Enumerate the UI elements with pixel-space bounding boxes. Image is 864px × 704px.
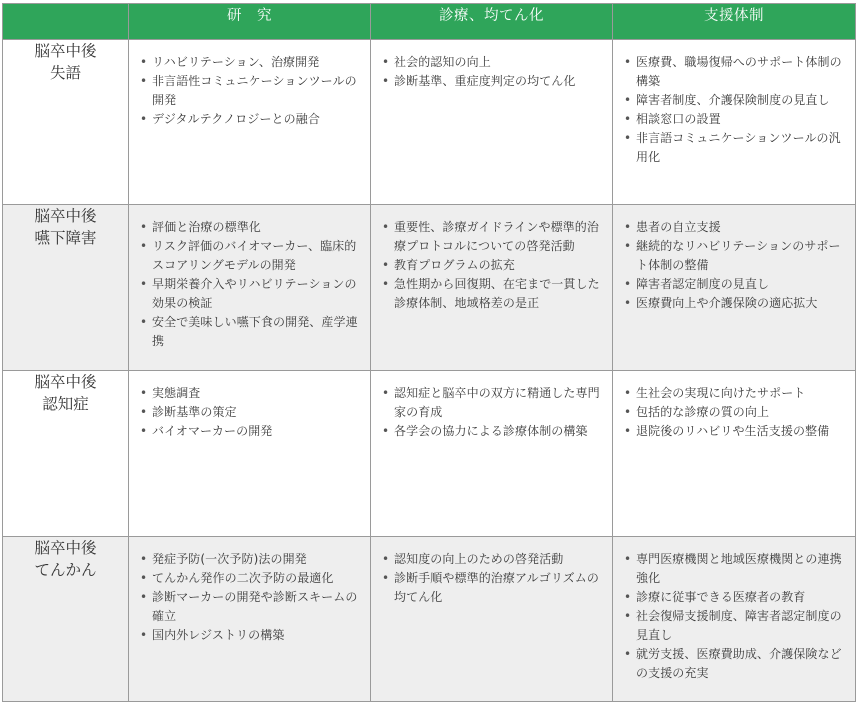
row-label bbox=[3, 371, 129, 537]
list-item: • 評価と治療の標準化 bbox=[139, 218, 360, 237]
list-item: • 国内外レジストリの構築 bbox=[139, 626, 360, 645]
list-item: • 生社会の実現に向けたサポート bbox=[623, 384, 845, 403]
list-item: • 実態調査 bbox=[139, 384, 360, 403]
list-item: • 教育プログラムの拡充 bbox=[381, 256, 602, 275]
list-item: • 専門医療機関と地域医療機関との連携強化 bbox=[623, 550, 845, 588]
row-label-line1: 脳卒中後 bbox=[34, 207, 97, 225]
list-item: • 発症予防(一次予防)法の開発 bbox=[139, 550, 360, 569]
table-row-epilepsy bbox=[3, 537, 856, 702]
list-item: • 認知度の向上のための啓発活動 bbox=[381, 550, 602, 569]
list-item: • 医療費、職場復帰へのサポート体制の構築 bbox=[623, 53, 845, 91]
list-item: • 診断基準、重症度判定の均てん化 bbox=[381, 72, 602, 91]
list-item: • 急性期から回復期、在宅まで一貫した診療体制、地域格差の是正 bbox=[381, 275, 602, 313]
list-item: • 障害者認定制度の見直し bbox=[623, 275, 845, 294]
research-medical-support-table bbox=[2, 3, 856, 702]
table-row-dysphagia bbox=[3, 205, 856, 371]
list-item: • 相談窓口の設置 bbox=[623, 110, 845, 129]
cell-research bbox=[129, 371, 371, 537]
list-item: • リスク評価のバイオマーカー、臨床的スコアリングモデルの開発 bbox=[139, 237, 360, 275]
header-research: 研 究 bbox=[129, 4, 371, 40]
cell-medical bbox=[371, 205, 613, 371]
list-item: • てんかん発作の二次予防の最適化 bbox=[139, 569, 360, 588]
header-row bbox=[3, 4, 856, 40]
row-label-line2: 認知症 bbox=[42, 395, 89, 413]
list-item: • 診療に従事できる医療者の教育 bbox=[623, 588, 845, 607]
header-corner bbox=[3, 4, 129, 40]
list-item: • デジタルテクノロジーとの融合 bbox=[139, 110, 360, 129]
list-item: • 認知症と脳卒中の双方に精通した専門家の育成 bbox=[381, 384, 602, 422]
row-label-line2: 失語 bbox=[49, 64, 81, 82]
list-item: • 包括的な診療の質の向上 bbox=[623, 403, 845, 422]
row-label-line2: 嚥下障害 bbox=[34, 229, 97, 247]
row-label-line1: 脳卒中後 bbox=[34, 373, 97, 391]
list-item: • 重要性、診療ガイドラインや標準的治療プロトコルについての啓発活動 bbox=[381, 218, 602, 256]
list-item: • 安全で美味しい嚥下食の開発、産学連携 bbox=[139, 313, 360, 351]
list-item: • 患者の自立支援 bbox=[623, 218, 845, 237]
list-item: • 診断マーカーの開発や診断スキームの確立 bbox=[139, 588, 360, 626]
cell-support bbox=[613, 537, 856, 702]
cell-support bbox=[613, 205, 856, 371]
list-item: • 診断手順や標準的治療アルゴリズムの均てん化 bbox=[381, 569, 602, 607]
cell-support bbox=[613, 371, 856, 537]
list-item: • 早期栄養介入やリハビリテーションの効果の検証 bbox=[139, 275, 360, 313]
cell-research bbox=[129, 205, 371, 371]
list-item: • 非言語コミュニケーションツールの汎用化 bbox=[623, 129, 845, 167]
cell-medical bbox=[371, 537, 613, 702]
cell-support bbox=[613, 40, 856, 205]
list-item: • 社会復帰支援制度、障害者認定制度の見直し bbox=[623, 607, 845, 645]
row-label bbox=[3, 205, 129, 371]
list-item: • 障害者制度、介護保険制度の見直し bbox=[623, 91, 845, 110]
list-item: • 就労支援、医療費助成、介護保険などの支援の充実 bbox=[623, 645, 845, 683]
row-label bbox=[3, 537, 129, 702]
list-item: • 医療費向上や介護保険の適応拡大 bbox=[623, 294, 845, 313]
table-row-dementia bbox=[3, 371, 856, 537]
cell-medical bbox=[371, 40, 613, 205]
list-item: • 非言語性コミュニケーションツールの開発 bbox=[139, 72, 360, 110]
header-support: 支援体制 bbox=[613, 4, 856, 40]
row-label-line1: 脳卒中後 bbox=[34, 539, 97, 557]
cell-research bbox=[129, 537, 371, 702]
list-item: • 継続的なリハビリテーションのサポート体制の整備 bbox=[623, 237, 845, 275]
list-item: • 各学会の協力による診療体制の構築 bbox=[381, 422, 602, 441]
cell-research bbox=[129, 40, 371, 205]
row-label-line2: てんかん bbox=[34, 561, 97, 579]
cell-medical bbox=[371, 371, 613, 537]
table-row-aphasia bbox=[3, 40, 856, 205]
list-item: • 退院後のリハビリや生活支援の整備 bbox=[623, 422, 845, 441]
list-item: • 社会的認知の向上 bbox=[381, 53, 602, 72]
list-item: • 診断基準の策定 bbox=[139, 403, 360, 422]
header-medical: 診療、均てん化 bbox=[371, 4, 613, 40]
list-item: • バイオマーカーの開発 bbox=[139, 422, 360, 441]
list-item: • リハビリテーション、治療開発 bbox=[139, 53, 360, 72]
row-label bbox=[3, 40, 129, 205]
row-label-line1: 脳卒中後 bbox=[34, 42, 97, 60]
